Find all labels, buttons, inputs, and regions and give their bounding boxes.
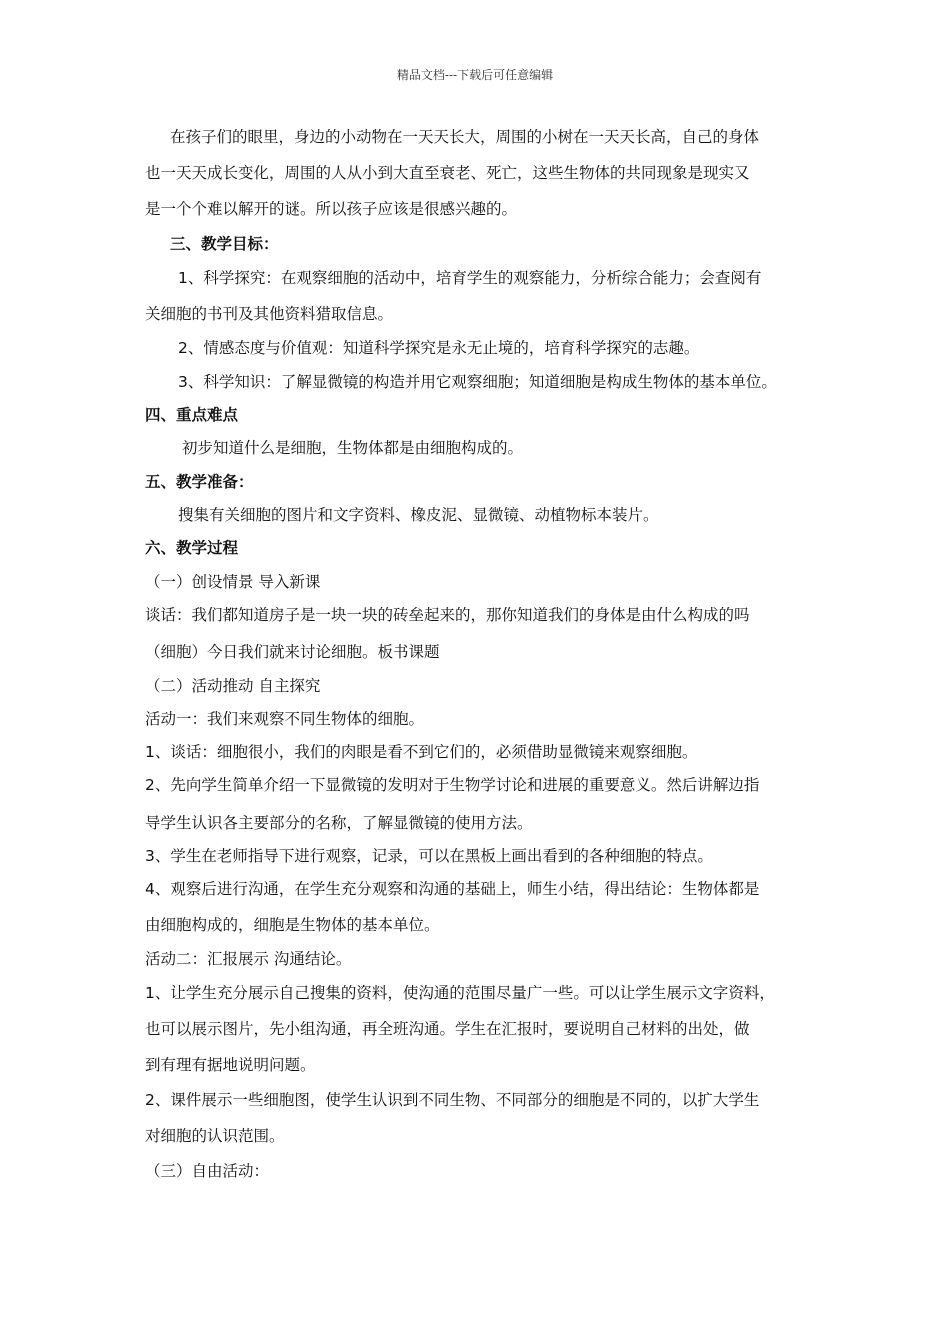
activity-2-step-1-line-1: 1、让学生充分展示自己搜集的资料，使沟通的范围尽量广一些。可以让学生展示文字资料， — [145, 984, 775, 1002]
activity-1-step-1: 1、谈话：细胞很小，我们的肉眼是看不到它们的，必须借助显微镜来观察细胞。 — [145, 743, 698, 761]
activity-1-step-3: 3、学生在老师指导下进行观察，记录，可以在黑板上画出看到的各种细胞的特点。 — [145, 847, 713, 865]
activity-1-heading: 活动一：我们来观察不同生物体的细胞。 — [145, 710, 425, 728]
talk-paragraph-line-2: （细胞）今日我们就来讨论细胞。板书课题 — [145, 643, 440, 661]
activity-1-step-4-line-1: 4、观察后进行沟通，在学生充分观察和沟通的基础上，师生小结，得出结论：生物体都是 — [145, 880, 760, 898]
section-heading-key-points: 四、重点难点 — [145, 406, 239, 424]
objective-1-line-2: 关细胞的书刊及其他资料猎取信息。 — [145, 305, 394, 323]
subsection-heading-2: （二）活动推动 自主探究 — [145, 677, 321, 695]
activity-2-step-2-line-2: 对细胞的认识范围。 — [145, 1127, 285, 1145]
key-points-text: 初步知道什么是细胞，生物体都是由细胞构成的。 — [182, 439, 524, 457]
page-header: 精品文档---下载后可任意编辑 — [396, 68, 554, 82]
objective-3: 3、科学知识：了解显微镜的构造并用它观察细胞；知道细胞是构成生物体的基本单位。 — [178, 373, 777, 391]
intro-paragraph-line-3: 是一个个难以解开的谜。所以孩子应该是很感兴趣的。 — [145, 200, 518, 218]
objective-2: 2、情感态度与价值观：知道科学探究是永无止境的，培育科学探究的志趣。 — [178, 339, 700, 357]
subsection-heading-1: （一）创设情景 导入新课 — [145, 573, 321, 591]
intro-paragraph-line-2: 也一天天成长变化，周围的人从小到大直至衰老、死亡，这些生物体的共同现象是现实又 — [145, 164, 750, 182]
section-heading-process: 六、教学过程 — [145, 539, 239, 557]
objective-1-line-1: 1、科学探究：在观察细胞的活动中，培育学生的观察能力，分析综合能力；会查阅有 — [178, 269, 762, 287]
section-heading-preparation: 五、教学准备： — [145, 473, 254, 491]
subsection-heading-3: （三）自由活动： — [145, 1162, 270, 1180]
preparation-text: 搜集有关细胞的图片和文字资料、橡皮泥、显微镜、动植物标本装片。 — [178, 506, 659, 524]
talk-paragraph-line-1: 谈话：我们都知道房子是一块一块的砖垒起来的，那你知道我们的身体是由什么构成的吗 — [145, 606, 750, 624]
activity-2-step-1-line-2: 也可以展示图片，先小组沟通，再全班沟通。学生在汇报时，要说明自己材料的出处，做 — [145, 1020, 750, 1038]
activity-2-step-2-line-1: 2、课件展示一些细胞图，使学生认识到不同生物、不同部分的细胞是不同的，以扩大学生 — [145, 1091, 760, 1109]
activity-1-step-2-line-1: 2、先向学生简单介绍一下显微镜的发明对于生物学讨论和进展的重要意义。然后讲解边指 — [145, 776, 760, 794]
activity-2-heading: 活动二：汇报展示 沟通结论。 — [145, 950, 352, 968]
activity-1-step-4-line-2: 由细胞构成的，细胞是生物体的基本单位。 — [145, 916, 440, 934]
activity-1-step-2-line-2: 导学生认识各主要部分的名称，了解显微镜的使用方法。 — [145, 814, 533, 832]
section-heading-objectives: 三、教学目标： — [170, 235, 279, 253]
intro-paragraph-line-1: 在孩子们的眼里，身边的小动物在一天天长大，周围的小树在一天天长高，自己的身体 — [170, 128, 760, 146]
activity-2-step-1-line-3: 到有理有据地说明问题。 — [145, 1056, 316, 1074]
